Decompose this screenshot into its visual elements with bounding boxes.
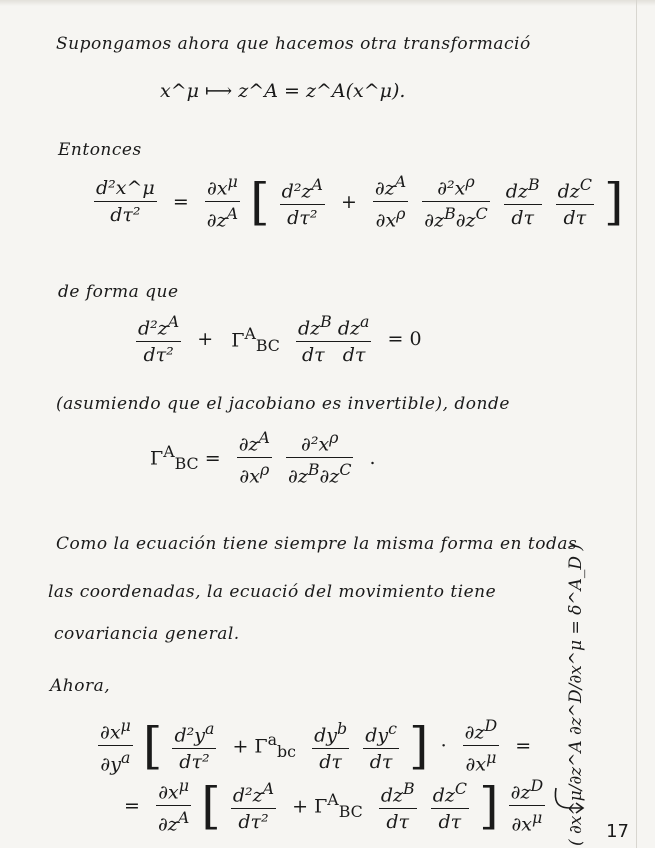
geodesic-equation-x: $\frac{\text{d²x\textasciicircum{}μ}}{\text{dτ²}}$ = $\frac{\partial x^\mu}{\partial z^A}$ [ $\frac{d^2z^A}{\text{dτ²}}$ + $\frac{\partial z^A}{\partial x^\rho}$ $\frac{\partial^2x^\rho}{\partial z^B\partial z^C}$ $\frac{dz^B}{d\tau}$ $\frac{dz^C}{d\tau}$ ]: [96, 172, 624, 232]
page-number: 17: [606, 821, 629, 842]
side-note: [546, 543, 606, 847]
text-asumiendo: (asumiendo que el jacobiano es invertible), donde: [56, 394, 510, 414]
text-como-2: las coordenadas, la ecuació del movimiento tiene: [48, 582, 497, 602]
geodesic-equation-z: $\frac{d^2z^A}{\text{dτ²}}$ + $\Gamma^A_{BC}$ $\frac{dz^B dz^a}{\text{dτ dτ}}$ = 0: [138, 312, 422, 367]
hook-arrow-icon: [548, 786, 588, 816]
text-entonces: Entonces: [58, 140, 142, 160]
page-right-edge: [636, 0, 637, 848]
text-de-forma: de forma que: [58, 282, 179, 302]
text-line-1: Supongamos ahora que hacemos otra transformació: [56, 34, 531, 54]
eq1-lhs-fraction: $\frac{\text{d²x\textasciicircum{}μ}}{\text{dτ²}}$: [96, 177, 155, 227]
transform-equation: x^μ ⟼ z^A = z^A(x^μ).: [160, 80, 406, 102]
christoffel-definition: $\Gamma^A_{BC}$ = $\frac{\partial z^A}{\partial x^\rho}$ $\frac{\partial^2x^\rho}{\partial z^B\partial z^C}$ .: [150, 428, 376, 488]
text-como-3: covariancia general.: [54, 624, 240, 644]
page-top-edge: [0, 0, 655, 6]
side-note-text: ( ∂x^μ/∂z^A ∂z^D/∂x^μ = δ^A_D ): [566, 543, 586, 847]
equation-z-coords: = $\frac{\partial x^\mu}{\partial z^A}$ [ $\frac{d^2z^A}{\text{dτ²}}$ + $\Gamma^A_{BC}$ $\frac{dz^B}{d\tau}$ $\frac{dz^C}{d\tau}$ ] $\frac{\partial z^D}{\partial x^\mu}$: [124, 776, 544, 836]
equation-y-coords: $\frac{\partial x^\mu}{\partial y^a}$ [ $\frac{d^2y^a}{\text{dτ²}}$ + $\Gamma^a_{bc}$ $\frac{dy^b}{d\tau}$ $\frac{dy^c}{d\tau}$ ] · $\frac{\partial z^D}{\partial x^\mu}$ =: [100, 716, 532, 776]
text-ahora: Ahora,: [50, 676, 111, 696]
text-como-1: Como la ecuación tiene siempre la misma forma en todas: [56, 534, 578, 554]
